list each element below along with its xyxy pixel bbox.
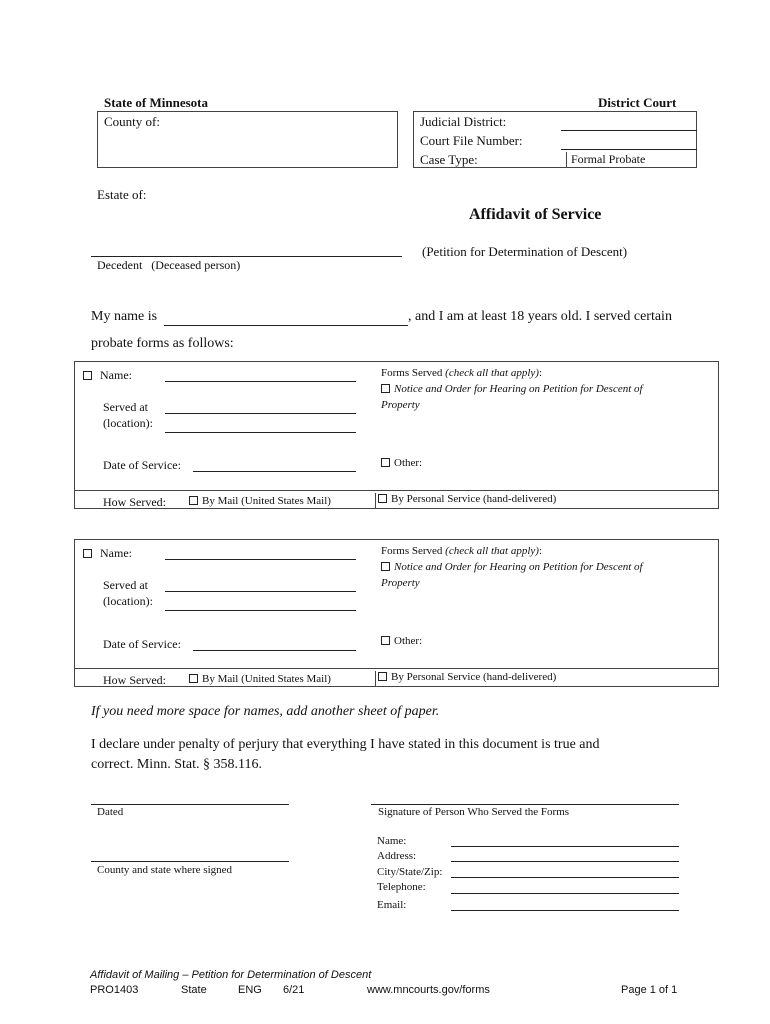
service-2-other-checkbox[interactable] (381, 636, 390, 645)
judicial-district-field[interactable] (561, 130, 697, 131)
document-subtitle: (Petition for Determination of Descent) (422, 244, 628, 259)
intro-prefix: My name is (91, 309, 158, 324)
signature-label: Signature of Person Who Served the Forms (378, 806, 570, 818)
footer-page: Page 1 of 1 (621, 984, 678, 996)
service-2-date-label: Date of Service: (103, 637, 181, 651)
service-1-served-at-label: Served at (103, 400, 148, 414)
service-1-name-row (83, 368, 132, 383)
service-2-notice-option[interactable]: Notice and Order for Hearing on Petition for Descent of (381, 561, 643, 573)
service-block-1 (74, 361, 719, 509)
service-2-name-row (83, 546, 132, 561)
court-info-box (413, 111, 697, 168)
judicial-district-label: Judicial District: (420, 114, 507, 129)
service-1-notice-option-line2: Property (381, 399, 420, 411)
case-type-value: Formal Probate (566, 152, 645, 168)
service-2-personal-option[interactable]: By Personal Service (hand-delivered) (375, 671, 556, 687)
service-1-name-label: Name: (100, 368, 132, 382)
footer-form-title: Affidavit of Mailing – Petition for Determination of Descent (90, 969, 372, 981)
service-2-mail-checkbox[interactable] (189, 674, 198, 683)
footer-date: 6/21 (283, 984, 305, 996)
service-1-forms-served-label: Forms Served (check all that apply): (381, 367, 543, 379)
service-2-how-served-label: How Served: (103, 673, 166, 687)
service-1-location-label: (location): (103, 416, 153, 430)
service-block-2 (74, 539, 719, 687)
service-1-how-served-label: How Served: (103, 495, 166, 509)
service-1-personal-checkbox[interactable] (378, 494, 387, 503)
estate-label: Estate of: (97, 187, 147, 202)
service-2-served-at-label: Served at (103, 578, 148, 592)
county-state-field[interactable] (91, 861, 289, 862)
service-1-checkbox[interactable] (83, 371, 92, 380)
intro-line2: probate forms as follows: (91, 336, 234, 351)
service-1-mail-option[interactable]: By Mail (United States Mail) (189, 495, 331, 507)
footer-form-code: PRO1403 (90, 984, 139, 996)
server-name-field[interactable] (164, 325, 408, 326)
sig-email-field[interactable] (451, 910, 679, 911)
county-box[interactable] (97, 111, 398, 168)
service-2-date-field[interactable] (193, 650, 356, 651)
county-state-label: County and state where signed (97, 864, 233, 876)
service-1-notice-option[interactable]: Notice and Order for Hearing on Petition for Descent of (381, 383, 643, 395)
service-1-date-field[interactable] (193, 471, 356, 472)
service-2-notice-checkbox[interactable] (381, 562, 390, 571)
court-file-field[interactable] (561, 149, 697, 150)
sig-email-label: Email: (377, 899, 407, 911)
service-1-notice-checkbox[interactable] (381, 384, 390, 393)
declaration-line2: correct. Minn. Stat. § 358.116. (91, 757, 262, 772)
dated-field[interactable] (91, 804, 289, 805)
service-2-location-field-2[interactable] (165, 610, 356, 611)
decedent-label: Decedent (Deceased person) (97, 258, 241, 272)
sig-telephone-field[interactable] (451, 893, 679, 894)
state-label: State of Minnesota (104, 95, 208, 110)
dated-label: Dated (97, 806, 124, 818)
service-1-mail-checkbox[interactable] (189, 496, 198, 505)
service-2-notice-option-line2: Property (381, 577, 420, 589)
court-file-label: Court File Number: (420, 133, 523, 148)
court-label: District Court (598, 95, 677, 110)
service-1-personal-option[interactable]: By Personal Service (hand-delivered) (375, 493, 556, 509)
service-2-location-field-1[interactable] (165, 591, 356, 592)
sig-city-field[interactable] (451, 877, 679, 878)
footer-lang: ENG (238, 984, 262, 996)
sig-address-label: Address: (377, 850, 417, 862)
service-2-location-label: (location): (103, 594, 153, 608)
service-1-other-checkbox[interactable] (381, 458, 390, 467)
footer-state: State (181, 984, 207, 996)
service-2-name-field[interactable] (165, 559, 356, 560)
sig-city-label: City/State/Zip: (377, 866, 443, 878)
more-space-note: If you need more space for names, add another sheet of paper. (91, 704, 440, 719)
document-title: Affidavit of Service (469, 206, 602, 223)
sig-address-field[interactable] (451, 861, 679, 862)
service-2-mail-option[interactable]: By Mail (United States Mail) (189, 673, 331, 685)
service-1-other-option[interactable]: Other: (381, 457, 422, 469)
sig-name-label: Name: (377, 835, 407, 847)
service-2-forms-served-label: Forms Served (check all that apply): (381, 545, 543, 557)
service-2-personal-checkbox[interactable] (378, 672, 387, 681)
signature-field[interactable] (371, 804, 679, 805)
service-1-location-field-1[interactable] (165, 413, 356, 414)
sig-telephone-label: Telephone: (377, 881, 426, 893)
case-type-label: Case Type: (420, 152, 478, 167)
intro-suffix: , and I am at least 18 years old. I served certain (408, 309, 672, 324)
footer-url[interactable]: www.mncourts.gov/forms (367, 984, 490, 996)
service-1-location-field-2[interactable] (165, 432, 356, 433)
service-2-checkbox[interactable] (83, 549, 92, 558)
service-1-name-field[interactable] (165, 381, 356, 382)
service-2-other-option[interactable]: Other: (381, 635, 422, 647)
service-1-date-label: Date of Service: (103, 458, 181, 472)
declaration-line1: I declare under penalty of perjury that everything I have stated in this document is true and (91, 737, 600, 752)
decedent-name-field[interactable] (91, 256, 402, 257)
county-label: County of: (104, 114, 160, 129)
service-2-name-label: Name: (100, 546, 132, 560)
sig-name-field[interactable] (451, 846, 679, 847)
